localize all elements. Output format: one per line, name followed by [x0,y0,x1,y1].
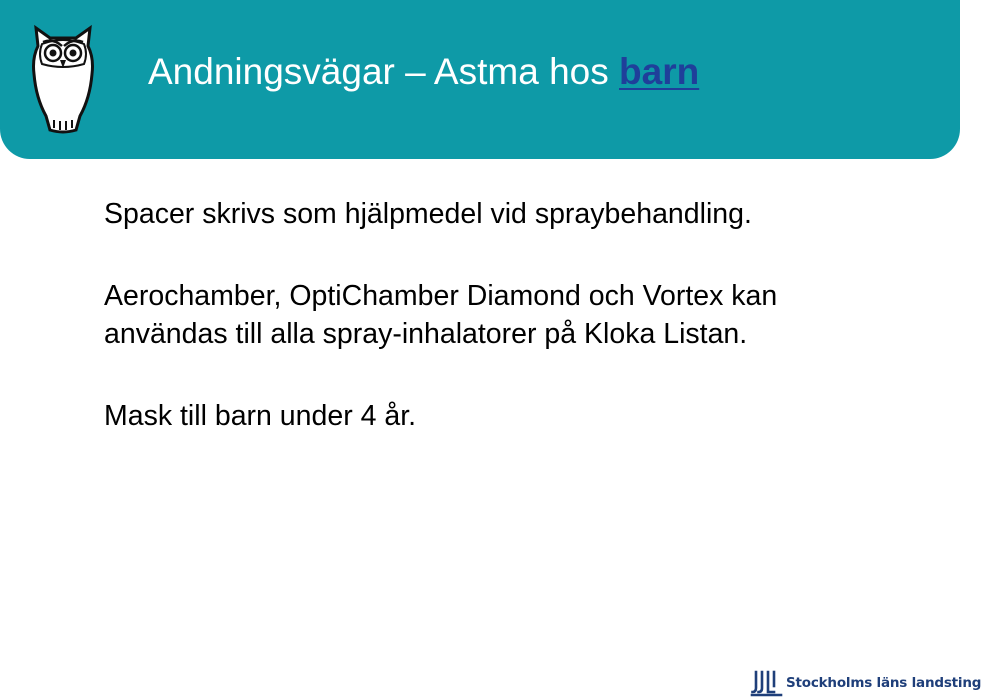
slide-body [104,195,924,435]
body-paragraph-mask: Mask till barn under 4 år. [104,400,417,432]
footer-logo [752,668,981,698]
page-title [148,52,699,93]
owl-icon [30,24,96,134]
slide-header [0,0,960,159]
page-title-prefix: Andningsvägar – Astma hos [148,51,620,92]
page-title-highlight: barn [619,51,700,92]
body-paragraph-spacer: Spacer skrivs som hjälpmedel vid spraybehandling. [104,198,752,230]
sll-logo-icon [752,670,782,696]
footer-logo-text: Stockholms läns landsting [786,675,981,691]
body-paragraph-devices: Aerochamber, OptiChamber Diamond och Vortex kan användas till alla spray-inhalatorer på Kloka Listan. [104,280,778,350]
